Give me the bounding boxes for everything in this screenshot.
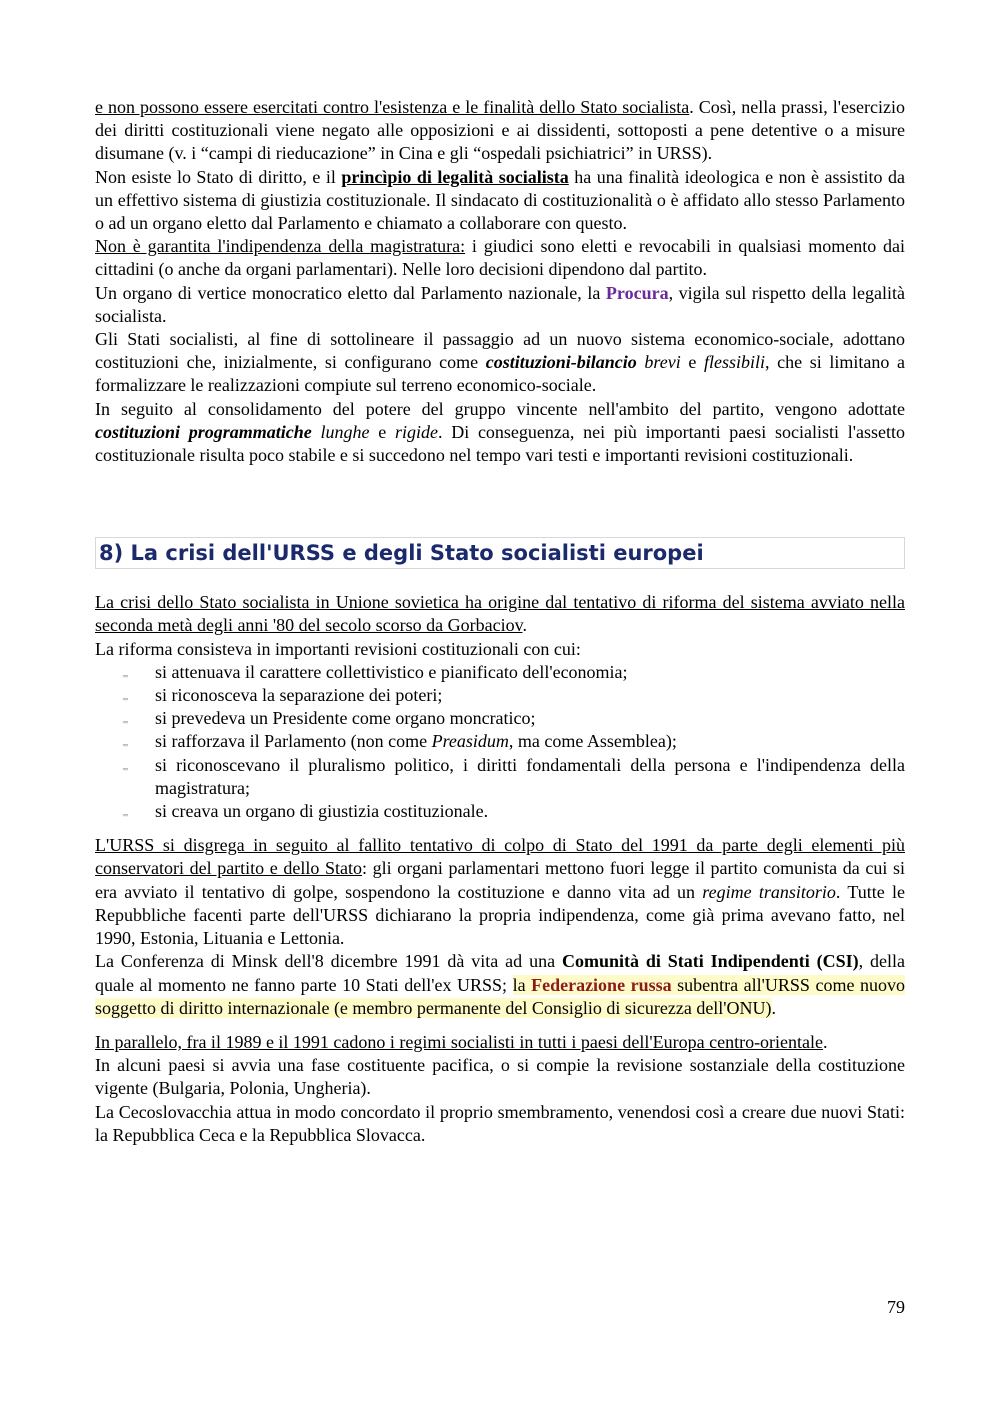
text: . — [522, 615, 527, 636]
underlined-text: L'URSS si disgrega in seguito al fallito tentativo di colpo di Stato del 1991 da parte degli elementi più conservatori del partito e dello Stato — [95, 835, 905, 879]
underlined-text: Non è garantita l'indipendenza della magistratura: — [95, 236, 466, 257]
text: : gli organi parlamentari mettono fuori legge il partito comunista da cui si era avviato il tentativo di golpe, sospendono la costituzione e danno vita ad un — [95, 858, 905, 902]
text: si prevedeva un Presidente come organo moncratico; — [155, 708, 536, 729]
text: . Tutte le Repubbliche facenti parte dell'URSS dichiarano la propria indipendenza, come già prima avevano fatto, nel 1990, Estonia, Lituania e Lettonia. — [95, 881, 905, 949]
paragraph-9 — [95, 834, 905, 950]
list-item — [123, 800, 905, 823]
text: si attenuava il carattere collettivistico e pianificato dell'economia; — [155, 661, 628, 682]
italic-term: rigide — [394, 421, 438, 442]
bullet-icon: ‗ — [123, 690, 128, 702]
list-item — [123, 730, 905, 753]
text: Gli Stati socialisti, al fine di sottolineare il passaggio ad un nuovo sistema economico-sociale, adottano costituzioni che, inizialmente, si configurano come — [95, 329, 905, 373]
italic-term: brevi — [644, 352, 681, 373]
text: . — [771, 997, 777, 1018]
spacer — [95, 467, 905, 537]
text: . Così, nella prassi, l'esercizio dei diritti costituzionali viene negato alle opposizioni e ai dissidenti, sottoposti a pene detentive o a misure disumane (v. i “campi di rieducazione” in Cina e gli “ospedali psichiatrici” in URSS). — [95, 97, 905, 164]
underlined-text: e non possono essere esercitati contro l'esistenza e le finalità dello Stato socialista — [95, 97, 690, 117]
text: , vigila sul rispetto della legalità socialista. — [95, 282, 905, 326]
section-heading: 8) La crisi dell'URSS e degli Stato socialisti europei — [95, 537, 905, 569]
text: , della quale al momento ne fanno parte 10 Stati dell'ex URSS; — [95, 951, 906, 995]
bullet-icon: ‗ — [123, 666, 128, 678]
text — [312, 422, 321, 442]
text: e — [680, 352, 704, 373]
bold-italic-term: costituzioni-bilancio — [485, 352, 637, 373]
bold-term-csi: Comunità di Stati Indipendenti (CSI) — [561, 951, 859, 972]
paragraph-6 — [95, 398, 905, 468]
paragraph-10 — [95, 950, 905, 1020]
list-item — [123, 754, 905, 800]
text: si creava un organo di giustizia costituzionale. — [155, 801, 489, 822]
text: si riconoscevano il pluralismo politico, i diritti fondamentali della persona e l'indipendenza della magistratura; — [155, 754, 905, 798]
bullet-icon: ‗ — [123, 713, 128, 725]
text: La Conferenza di Minsk dell'8 dicembre 1991 dà vita ad una — [95, 951, 562, 972]
text: ha una finalità ideologica e non è assistito da un effettivo sistema di giustizia costituzionale. Il sindacato di costituzionalità o è affidato allo stesso Parlamento o ad un organo eletto dal Parlamento e chiamato a collaborare con questo. — [95, 166, 905, 234]
text: e — [369, 421, 395, 442]
paragraph-7 — [95, 591, 905, 637]
italic-term: regime transitorio — [702, 881, 836, 902]
text: In seguito al consolidamento del potere del gruppo vincente nell'ambito del partito, vengono adottate — [95, 398, 905, 419]
text: subentra all'URSS come nuovo soggetto di diritto internazionale (e membro permanente del Consiglio di sicurezza dell'ONU) — [95, 974, 905, 1018]
highlighted-term-procura: Procura — [605, 282, 669, 303]
text: . Di conseguenza, nei più importanti paesi socialisti l'assetto costituzionale risulta poco stabile e si succedono nel tempo vari testi e importanti revisioni costituzionali. — [95, 421, 905, 466]
text: i giudici sono eletti e revocabili in qualsiasi momento dai cittadini (o anche da organi parlamentari). Nelle loro decisioni dipendono dal partito. — [95, 236, 905, 280]
bold-italic-term: costituzioni programmatiche — [95, 421, 312, 442]
italic-term: lunghe — [320, 421, 370, 442]
text: Non esiste lo Stato di diritto, e il — [95, 166, 342, 187]
bullet-icon: ‗ — [123, 759, 128, 771]
paragraph-4 — [95, 282, 905, 328]
spacer — [95, 1020, 905, 1031]
paragraph-8: La riforma consisteva in importanti revisioni costituzionali con cui: — [95, 638, 581, 659]
paragraph-11 — [95, 1031, 905, 1054]
list-item — [123, 684, 905, 707]
text: Un organo di vertice monocratico eletto dal Parlamento nazionale, la — [95, 282, 606, 303]
text: si rafforzava il Parlamento (non come — [155, 731, 432, 752]
page-number: 79 — [887, 1297, 905, 1317]
paragraph-1 — [95, 96, 905, 166]
page-body — [95, 96, 905, 1147]
bullet-icon: ‗ — [123, 806, 128, 818]
bullet-icon: ‗ — [123, 736, 128, 748]
italic-term: Preasidum — [431, 731, 509, 752]
paragraph-13: La Cecoslovacchia attua in modo concordato il proprio smembramento, venendosi così a creare due nuovi Stati: la Repubblica Ceca e la Repubblica Slovacca. — [95, 1101, 905, 1145]
italic-term: flessibili — [703, 352, 765, 373]
paragraph-12: In alcuni paesi si avvia una fase costituente pacifica, o si compie la revisione sostanziale della costituzione vigente (Bulgaria, Polonia, Ungheria). — [95, 1055, 905, 1099]
text: . — [823, 1031, 828, 1052]
text: , ma come Assemblea); — [508, 731, 677, 752]
list-item — [123, 661, 905, 684]
text: , che si limitano a formalizzare le realizzazioni compiute sul terreno economico-sociale. — [95, 352, 905, 396]
underlined-text: In parallelo, fra il 1989 e il 1991 cadono i regimi socialisti in tutti i paesi dell'Europa centro-orientale — [95, 1031, 824, 1052]
spacer — [95, 823, 905, 834]
underlined-text: La crisi dello Stato socialista in Unione sovietica ha origine dal tentativo di riforma del sistema avviato nella seconda metà degli anni '80 del secolo scorso da Gorbaciov — [95, 592, 905, 636]
paragraph-2 — [95, 166, 905, 236]
reform-list — [95, 661, 905, 823]
bold-underlined-term: princìpio di legalità socialista — [341, 166, 569, 187]
highlighted-term-federazione-russa: Federazione russa — [531, 974, 672, 995]
paragraph-3 — [95, 235, 905, 281]
text: la — [512, 974, 532, 995]
text: si riconosceva la separazione dei poteri; — [155, 685, 443, 706]
paragraph-5 — [95, 328, 905, 398]
list-item — [123, 707, 905, 730]
